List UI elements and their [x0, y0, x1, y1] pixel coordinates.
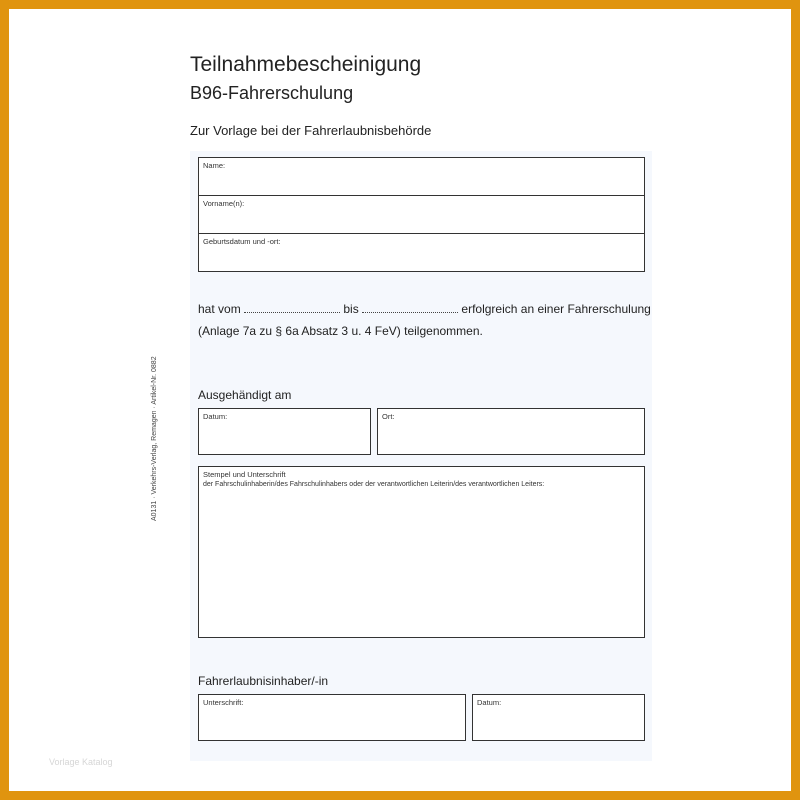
holder-heading: Fahrerlaubnisinhaber/-in — [198, 674, 329, 688]
holder-signature-field[interactable] — [198, 694, 466, 741]
holder-signature-label: Unterschrift: — [203, 698, 244, 707]
document-subtitle: B96-Fahrerschulung — [190, 83, 354, 103]
document-title: Teilnahmebescheinigung — [190, 53, 422, 76]
statement-part-1: hat vom — [198, 302, 241, 316]
geburt-field[interactable] — [198, 233, 645, 272]
watermark-text: Vorlage Katalog — [49, 757, 113, 767]
statement-line-1 — [198, 300, 651, 316]
intro-text: Zur Vorlage bei der Fahrerlaubnisbehörde — [190, 123, 432, 138]
stamp-signature-field[interactable] — [198, 466, 645, 638]
holder-datum-label: Datum: — [477, 698, 502, 707]
issued-ort-field[interactable] — [377, 408, 645, 455]
statement-line-2: (Anlage 7a zu § 6a Absatz 3 u. 4 FeV) teilgenommen. — [198, 324, 483, 338]
issued-ort-label: Ort: — [382, 412, 395, 421]
name-field[interactable] — [198, 157, 645, 196]
holder-datum-field[interactable] — [472, 694, 645, 741]
publisher-side-text: A0131 · Verkehrs-Verlag, Remagen · Artikel-Nr. 0882 — [151, 356, 158, 521]
stamp-label: Stempel und Unterschrift — [203, 470, 286, 479]
stamp-sublabel: der Fahrschulinhaberin/des Fahrschulinhabers oder der verantwortlichen Leiterin/des verantwortlichen Leiters: — [203, 481, 545, 488]
name-label: Name: — [203, 161, 226, 170]
statement-part-3: erfolgreich an einer Fahrerschulung — [461, 302, 651, 316]
vorname-field[interactable] — [198, 195, 645, 234]
date-from-blank[interactable] — [244, 300, 340, 313]
issued-datum-label: Datum: — [203, 412, 228, 421]
issued-datum-field[interactable] — [198, 408, 371, 455]
issued-heading: Ausgehändigt am — [198, 388, 292, 402]
statement-part-2: bis — [343, 302, 359, 316]
vorname-label: Vorname(n): — [203, 199, 245, 208]
date-to-blank[interactable] — [362, 300, 458, 313]
geburt-label: Geburtsdatum und -ort: — [203, 237, 281, 246]
